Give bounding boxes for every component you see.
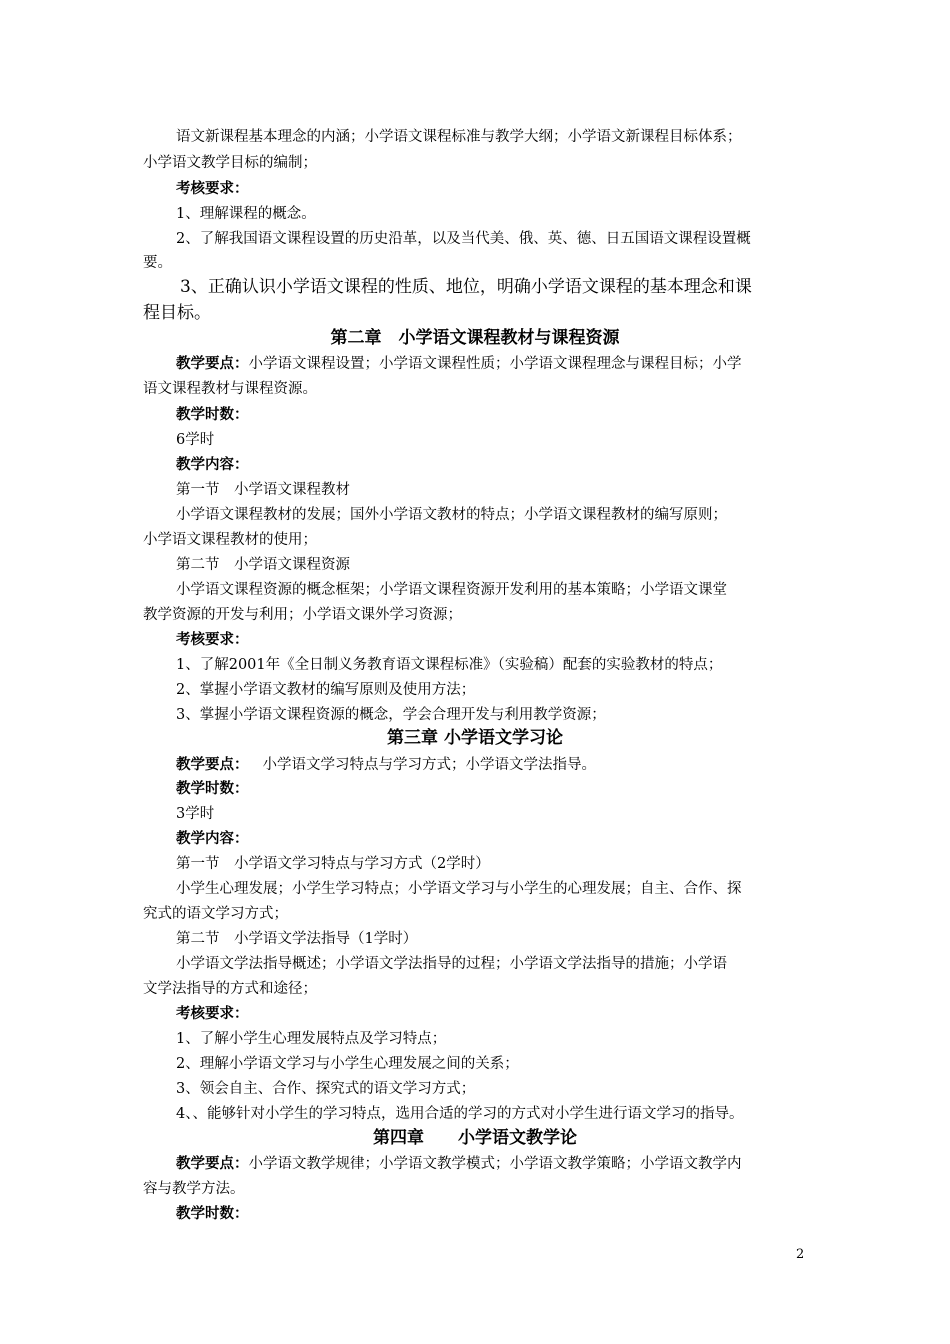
text-line: 语文课程教材与课程资源。 bbox=[143, 381, 317, 397]
teaching-points bbox=[176, 1154, 742, 1174]
text-line: 小学语文学法指导概述；小学语文学法指导的过程；小学语文学法指导的措施；小学语 bbox=[176, 956, 727, 972]
text-line: 语文新课程基本理念的内涵；小学语文课程标准与教学大纲；小学语文新课程目标体系； bbox=[176, 129, 742, 145]
text-line: 小学生心理发展；小学生学习特点；小学语文学习与小学生的心理发展；自主、合作、探 bbox=[176, 881, 742, 897]
teaching-points bbox=[176, 354, 742, 374]
list-item: 3、掌握小学语文课程资源的概念，学会合理开发与利用教学资源； bbox=[176, 707, 606, 723]
list-item: 3、领会自主、合作、探究式的语文学习方式； bbox=[176, 1081, 476, 1097]
teaching-hours-heading: 教学时数： bbox=[176, 1205, 249, 1222]
text-line: 小学语文课程资源的概念框架；小学语文课程资源开发利用的基本策略；小学语文课堂 bbox=[176, 582, 727, 598]
teaching-hours-value: 6学时 bbox=[176, 432, 215, 448]
chapter-heading: 第四章 小学语文教学论 bbox=[373, 1128, 577, 1148]
teaching-content-heading: 教学内容： bbox=[176, 830, 249, 847]
teaching-points-label: 教学要点： bbox=[176, 1155, 249, 1172]
list-item: 2、理解小学语文学习与小学生心理发展之间的关系； bbox=[176, 1056, 519, 1072]
section-title: 第一节 小学语文课程教材 bbox=[176, 482, 350, 498]
teaching-hours-heading: 教学时数： bbox=[176, 406, 249, 423]
page-number: 2 bbox=[796, 1247, 805, 1262]
assessment-heading: 考核要求： bbox=[176, 631, 249, 648]
list-item: 4、、能够针对小学生的学习特点，选用合适的学习的方式对小学生进行语文学习的指导。 bbox=[176, 1106, 744, 1122]
text-line: 要。 bbox=[143, 255, 172, 271]
teaching-hours-heading: 教学时数： bbox=[176, 780, 249, 797]
teaching-points-label: 教学要点： bbox=[176, 355, 249, 372]
text-line: 究式的语文学习方式； bbox=[143, 906, 288, 922]
list-item: 2、掌握小学语文教材的编写原则及使用方法； bbox=[176, 682, 476, 698]
text-line: 文学法指导的方式和途径； bbox=[143, 981, 317, 997]
chapter-heading: 第三章 小学语文学习论 bbox=[387, 728, 563, 748]
text-line: 程目标。 bbox=[143, 303, 211, 323]
teaching-points-text: 小学语文学习特点与学习方式；小学语文学法指导。 bbox=[262, 757, 596, 773]
assessment-heading: 考核要求： bbox=[176, 180, 249, 197]
section-title: 第二节 小学语文学法指导（1学时） bbox=[176, 931, 418, 947]
text-line: 小学语文课程教材的使用； bbox=[143, 532, 317, 548]
section-title: 第二节 小学语文课程资源 bbox=[176, 557, 350, 573]
list-item: 1、了解2001年《全日制义务教育语文课程标准》（实验稿）配套的实验教材的特点； bbox=[176, 657, 723, 673]
chapter-heading: 第二章 小学语文课程教材与课程资源 bbox=[330, 328, 620, 348]
teaching-points bbox=[176, 755, 596, 775]
text-line: 小学语文课程教材的发展；国外小学语文教材的特点；小学语文课程教材的编写原则； bbox=[176, 507, 727, 523]
list-item: 3、正确认识小学语文课程的性质、地位，明确小学语文课程的基本理念和课 bbox=[180, 277, 752, 297]
teaching-points-label: 教学要点： bbox=[176, 756, 249, 773]
text-line: 小学语文教学目标的编制； bbox=[143, 155, 317, 171]
assessment-heading: 考核要求： bbox=[176, 1005, 249, 1022]
teaching-content-heading: 教学内容： bbox=[176, 456, 249, 473]
teaching-points-text: 小学语文课程设置；小学语文课程性质；小学语文课程理念与课程目标；小学 bbox=[248, 356, 742, 372]
teaching-hours-value: 3学时 bbox=[176, 806, 215, 822]
text-line: 教学资源的开发与利用；小学语文课外学习资源； bbox=[143, 607, 462, 623]
teaching-points-text: 小学语文教学规律；小学语文教学模式；小学语文教学策略；小学语文教学内 bbox=[248, 1156, 742, 1172]
list-item: 1、了解小学生心理发展特点及学习特点； bbox=[176, 1031, 447, 1047]
list-item: 2、了解我国语文课程设置的历史沿革，以及当代美、俄、英、德、日五国语文课程设置概 bbox=[176, 231, 751, 247]
text-line: 容与教学方法。 bbox=[143, 1181, 245, 1197]
section-title: 第一节 小学语文学习特点与学习方式（2学时） bbox=[176, 856, 490, 872]
list-item: 1、理解课程的概念。 bbox=[176, 206, 316, 222]
